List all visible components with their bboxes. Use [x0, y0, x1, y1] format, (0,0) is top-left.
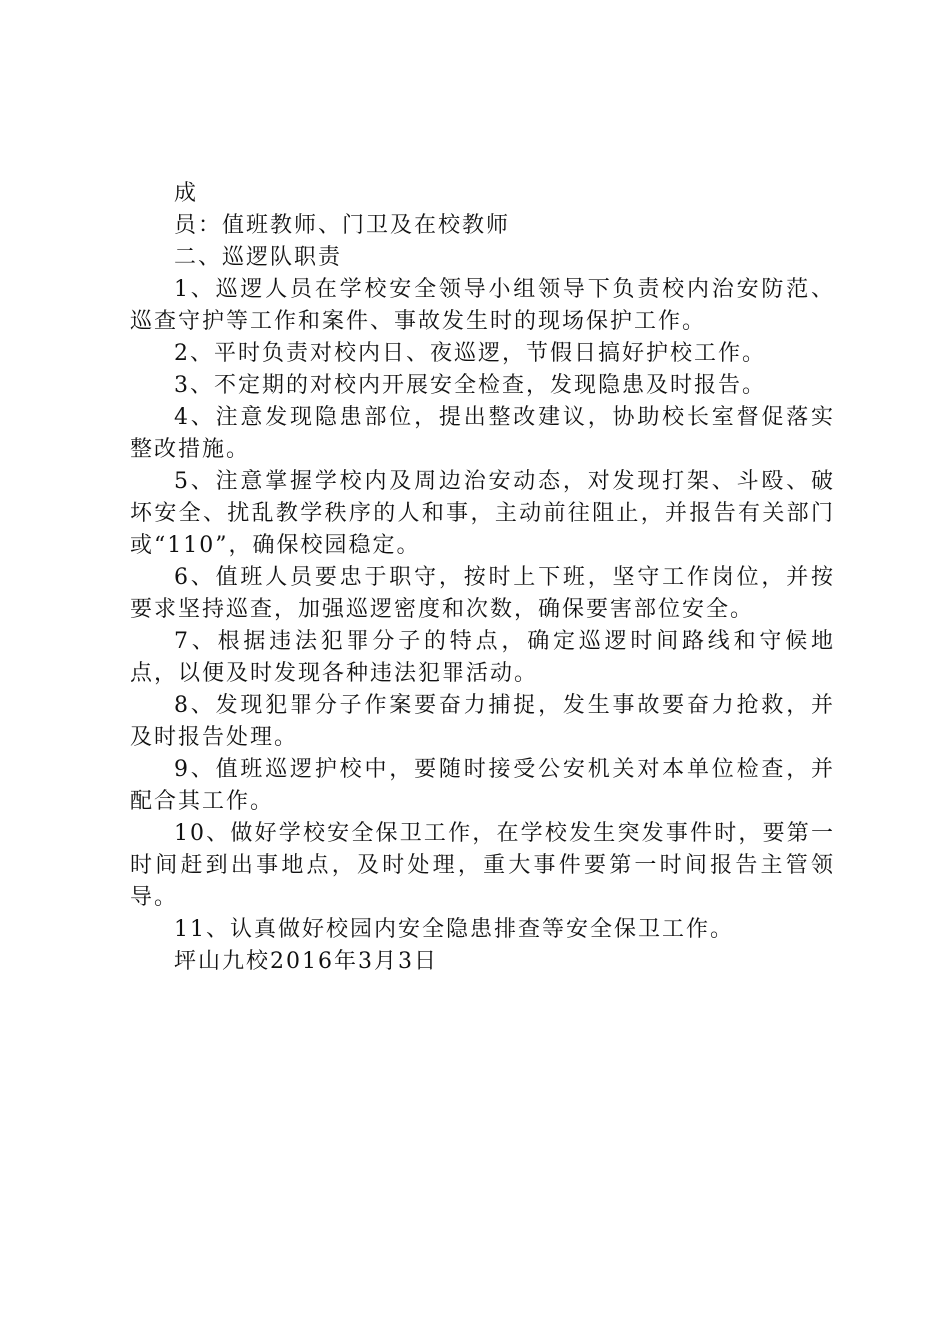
duty-item-6: 6、值班人员要忠于职守，按时上下班，坚守工作岗位，并按要求坚持巡查，加强巡逻密度和次数，确保要害部位安全。 [130, 565, 835, 622]
duty-item-5: 5、注意掌握学校内及周边治安动态，对发现打架、斗殴、破坏安全、扰乱教学秩序的人和事，主动前往阻止，并报告有关部门或“110”，确保校园稳定。 [130, 469, 835, 558]
signature-line: 坪山九校2016年3月3日 [174, 949, 438, 974]
duty-item-9: 9、值班巡逻护校中，要随时接受公安机关对本单位检查，并配合其工作。 [130, 757, 835, 814]
duty-item-2: 2、平时负责对校内日、夜巡逻，节假日搞好护校工作。 [174, 341, 766, 366]
duty-item-3: 3、不定期的对校内开展安全检查，发现隐患及时报告。 [174, 373, 766, 398]
text-line-cheng: 成 [174, 181, 199, 206]
duty-item-8: 8、发现犯罪分子作案要奋力捕捉，发生事故要奋力抢救，并及时报告处理。 [130, 693, 835, 750]
section-title: 二、巡逻队职责 [174, 245, 343, 270]
duty-item-10: 10、做好学校安全保卫工作，在学校发生突发事件时，要第一时间赶到出事地点，及时处理，重大事件要第一时间报告主管领导。 [130, 821, 835, 910]
duty-item-11: 11、认真做好校园内安全隐患排查等安全保卫工作。 [174, 917, 734, 942]
duty-item-1: 1、巡逻人员在学校安全领导小组领导下负责校内治安防范、巡查守护等工作和案件、事故发生时的现场保护工作。 [130, 277, 835, 334]
document-body [130, 178, 835, 978]
duty-item-7: 7、根据违法犯罪分子的特点，确定巡逻时间路线和守候地点，以便及时发现各种违法犯罪活动。 [130, 629, 835, 686]
members-line: 员：值班教师、门卫及在校教师 [174, 213, 511, 238]
duty-item-4: 4、注意发现隐患部位，提出整改建议，协助校长室督促落实整改措施。 [130, 405, 835, 462]
